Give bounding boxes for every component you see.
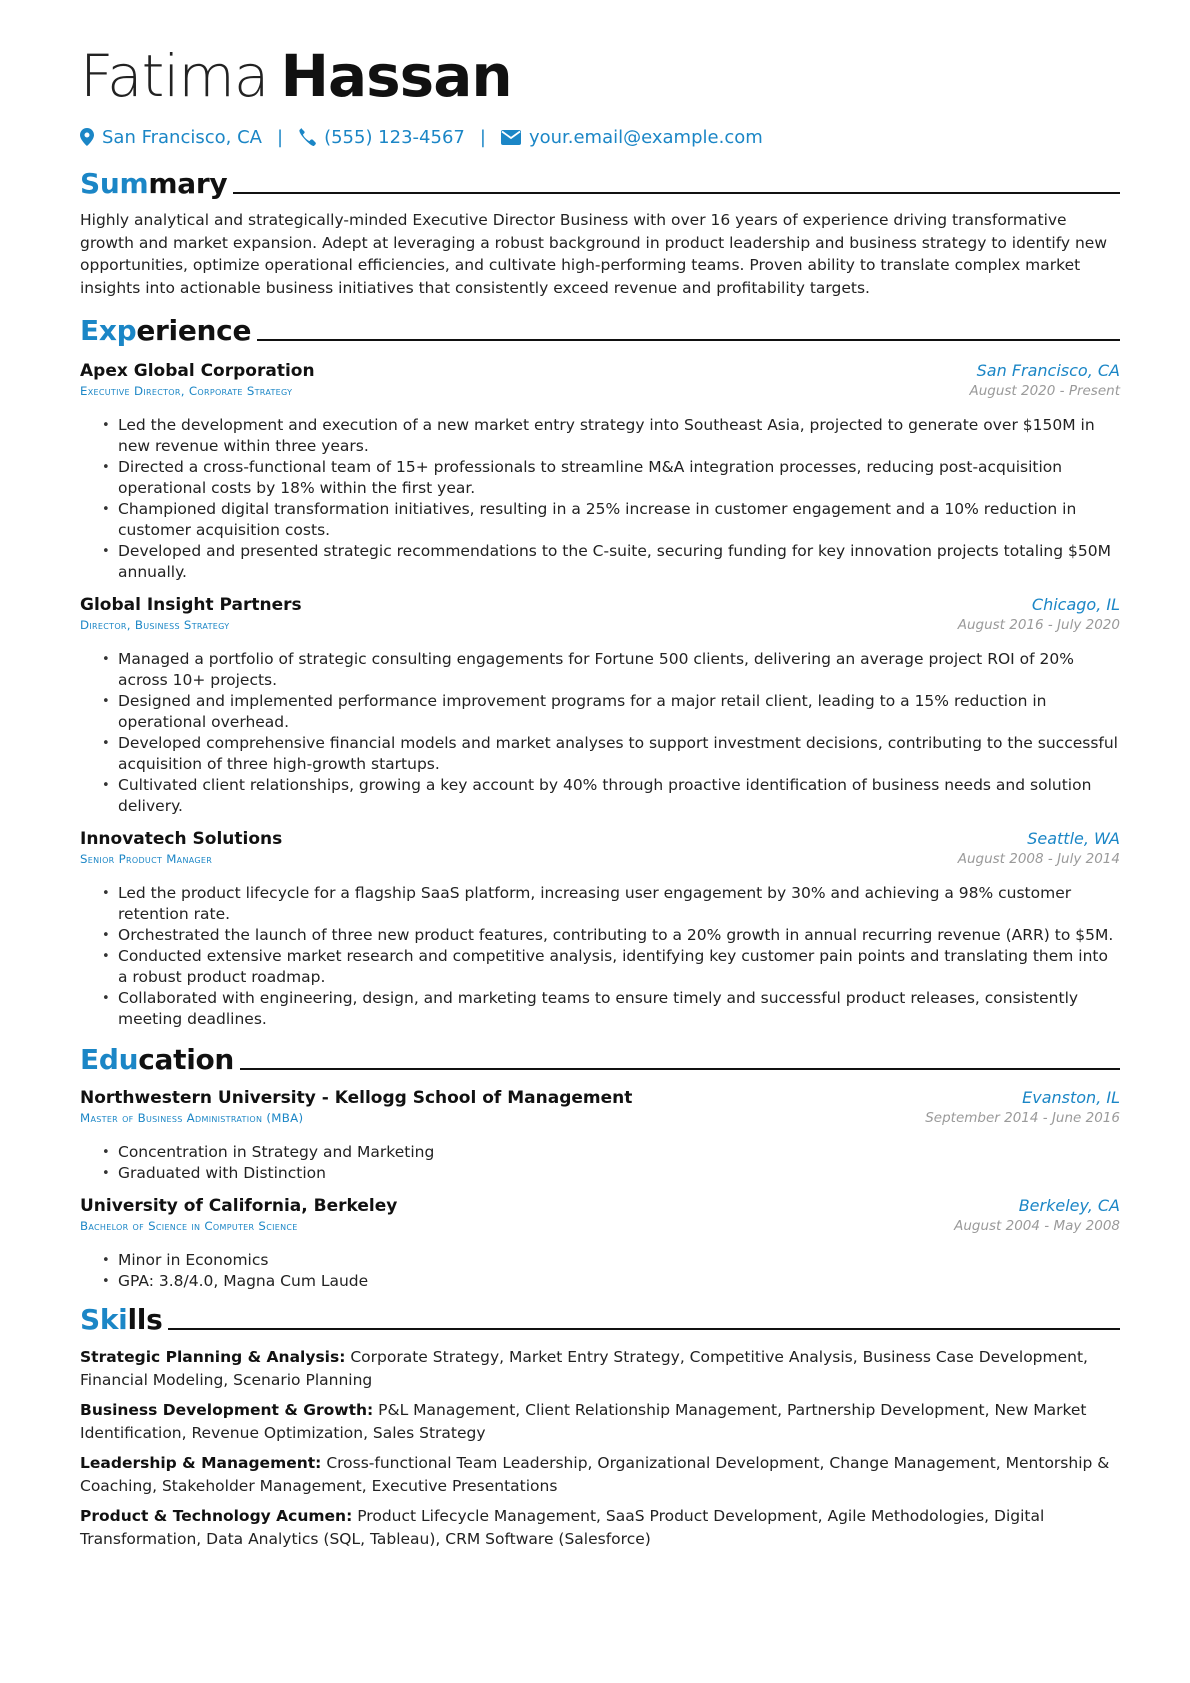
phone-text: (555) 123-4567 — [324, 126, 465, 148]
entry-location: Berkeley, CA — [1018, 1196, 1120, 1215]
skill-group — [80, 1399, 1120, 1444]
first-name: Fatima — [80, 42, 269, 110]
list-item: • Cultivated client relationships, growing a key account by 40% through proactive identification of business needs and solution delivery. — [102, 775, 1120, 817]
contact-separator: | — [276, 126, 284, 148]
achievement-list — [102, 883, 1120, 1030]
skill-group-items: Product Lifecycle Management, SaaS Product Development, Agile Methodologies, Digital Transformation, Data Analytics (SQL, Tableau), CRM Software (Salesforce) — [80, 1507, 1045, 1548]
list-item: • GPA: 3.8/4.0, Magna Cum Laude — [102, 1271, 1120, 1292]
section-rule — [257, 339, 1120, 341]
entry-header-row — [80, 1088, 1120, 1108]
entry-subheader-row — [80, 1218, 1120, 1234]
list-item: • Graduated with Distinction — [102, 1163, 1120, 1184]
contact-phone[interactable] — [298, 127, 465, 148]
employer-name: Global Insight Partners — [80, 595, 302, 615]
school-name: Northwestern University - Kellogg School of Management — [80, 1088, 633, 1108]
entry-dates: August 2016 - July 2020 — [957, 617, 1120, 633]
section-title-rest: cation — [138, 1043, 235, 1076]
entry-subheader-row — [80, 617, 1120, 633]
job-title: Executive Director, Corporate Strategy — [80, 384, 293, 398]
skill-group-label: Leadership & Management: — [80, 1454, 322, 1472]
section-title-highlight: Exp — [80, 314, 137, 347]
skill-group-items: Corporate Strategy, Market Entry Strategy, Competitive Analysis, Business Case Development, Financial Modeling, Scenario Planning — [80, 1348, 1088, 1389]
degree-title: Master of Business Administration (MBA) — [80, 1111, 304, 1125]
experience-entry — [80, 361, 1120, 583]
skills-section-header — [80, 1300, 1120, 1336]
section-title-highlight: Edu — [80, 1043, 139, 1076]
experience-entry — [80, 829, 1120, 1030]
list-item: • Directed a cross-functional team of 15+ professionals to streamline M&A integration processes, reducing post-acquisition operational costs by 18% within the first year. — [102, 457, 1120, 499]
entry-subheader-row — [80, 383, 1120, 399]
list-item: • Conducted extensive market research and competitive analysis, identifying key customer pain points and translating them into a robust product roadmap. — [102, 946, 1120, 988]
list-item: • Led the product lifecycle for a flagship SaaS platform, increasing user engagement by 30% and achieving a 98% customer retention rate. — [102, 883, 1120, 925]
location-text: San Francisco, CA — [102, 126, 262, 148]
achievement-list — [102, 415, 1120, 583]
skill-group-items: Cross-functional Team Leadership, Organizational Development, Change Management, Mentorship & Coaching, Stakeholder Management, Executive Presentations — [80, 1454, 1110, 1495]
contact-line — [80, 124, 1120, 150]
list-item: • Championed digital transformation initiatives, resulting in a 25% increase in customer engagement and a 10% reduction in customer acquisition costs. — [102, 499, 1120, 541]
summary-section-header — [80, 164, 1120, 200]
entry-header-row — [80, 1196, 1120, 1216]
list-item: • Led the development and execution of a new market entry strategy into Southeast Asia, projected to generate over $150M in new revenue within three years. — [102, 415, 1120, 457]
education-section-header — [80, 1040, 1120, 1076]
entry-location: Chicago, IL — [1031, 595, 1120, 614]
resume-page — [80, 42, 1120, 1558]
employer-name: Innovatech Solutions — [80, 829, 283, 849]
envelope-icon — [501, 130, 521, 145]
list-item: • Managed a portfolio of strategic consulting engagements for Fortune 500 clients, delivering an average project ROI of 20% across 10+ projects. — [102, 649, 1120, 691]
list-item: • Concentration in Strategy and Marketing — [102, 1142, 1120, 1163]
section-title-rest: erience — [136, 314, 252, 347]
section-title — [80, 1044, 234, 1076]
experience-entry — [80, 595, 1120, 817]
last-name: Hassan — [280, 42, 512, 110]
entry-location: San Francisco, CA — [976, 361, 1120, 380]
section-title — [80, 1304, 162, 1336]
skill-group-label: Business Development & Growth: — [80, 1401, 374, 1419]
list-item: • Designed and implemented performance improvement programs for a major retail client, leading to a 15% reduction in operational overhead. — [102, 691, 1120, 733]
list-item: • Collaborated with engineering, design, and marketing teams to ensure timely and successful product releases, consistently meeting deadlines. — [102, 988, 1120, 1030]
entry-subheader-row — [80, 1110, 1120, 1126]
list-item: • Minor in Economics — [102, 1250, 1120, 1271]
section-rule — [168, 1328, 1120, 1330]
entry-subheader-row — [80, 851, 1120, 867]
contact-location — [80, 127, 262, 148]
section-rule — [233, 192, 1120, 194]
summary-text: Highly analytical and strategically-minded Executive Director Business with over 16 years of experience driving transformative growth and market expansion. Adept at leveraging a robust background in product leadership and business strategy to identify new opportunities, optimize operational efficiencies, and cultivate high-performing teams. Proven ability to translate complex market insights into actionable business initiatives that consistently exceed revenue and profitability targets. — [80, 211, 1108, 297]
education-entry — [80, 1196, 1120, 1292]
list-item: • Developed comprehensive financial models and market analyses to support investment decisions, contributing to the successful acquisition of three high-growth startups. — [102, 733, 1120, 775]
entry-location: Seattle, WA — [1027, 829, 1120, 848]
skill-group — [80, 1505, 1120, 1550]
entry-header-row — [80, 361, 1120, 381]
candidate-name — [80, 42, 1120, 110]
entry-dates: August 2004 - May 2008 — [954, 1218, 1120, 1234]
email-link: your.email@example.com — [528, 126, 763, 148]
education-detail-list — [102, 1142, 1120, 1184]
section-title — [80, 168, 227, 200]
contact-email[interactable] — [501, 127, 763, 148]
skills-list — [80, 1346, 1120, 1550]
map-pin-icon — [80, 128, 94, 146]
section-rule — [240, 1068, 1120, 1070]
section-title — [80, 315, 251, 347]
job-title: Senior Product Manager — [80, 852, 213, 866]
list-item: • Orchestrated the launch of three new product features, contributing to a 20% growth in annual recurring revenue (ARR) to $5M. — [102, 925, 1120, 946]
contact-separator: | — [479, 126, 486, 148]
section-title-rest: mary — [148, 167, 228, 200]
entry-dates: September 2014 - June 2016 — [925, 1110, 1120, 1126]
skill-group — [80, 1452, 1120, 1497]
employer-name: Apex Global Corporation — [80, 361, 315, 381]
job-title: Director, Business Strategy — [80, 618, 230, 632]
section-title-highlight: Sum — [80, 167, 149, 200]
school-name: University of California, Berkeley — [80, 1196, 398, 1216]
section-title-rest: lls — [127, 1303, 163, 1336]
entry-dates: August 2008 - July 2014 — [957, 851, 1120, 867]
entry-header-row — [80, 829, 1120, 849]
education-entry — [80, 1088, 1120, 1184]
section-title-highlight: Ski — [80, 1303, 128, 1336]
experience-section-header — [80, 311, 1120, 347]
skill-group-label: Strategic Planning & Analysis: — [80, 1348, 346, 1366]
achievement-list — [102, 649, 1120, 817]
entry-header-row — [80, 595, 1120, 615]
skill-group-label: Product & Technology Acumen: — [80, 1507, 353, 1525]
degree-title: Bachelor of Science in Computer Science — [80, 1219, 298, 1233]
phone-icon — [298, 128, 316, 146]
list-item: • Developed and presented strategic recommendations to the C-suite, securing funding for key innovation projects totaling $50M annually. — [102, 541, 1120, 583]
education-detail-list — [102, 1250, 1120, 1292]
skill-group — [80, 1346, 1120, 1391]
entry-dates: August 2020 - Present — [969, 383, 1120, 399]
entry-location: Evanston, IL — [1022, 1088, 1120, 1107]
skill-group-items: P&L Management, Client Relationship Management, Partnership Development, New Market Identification, Revenue Optimization, Sales Strategy — [80, 1401, 1087, 1442]
